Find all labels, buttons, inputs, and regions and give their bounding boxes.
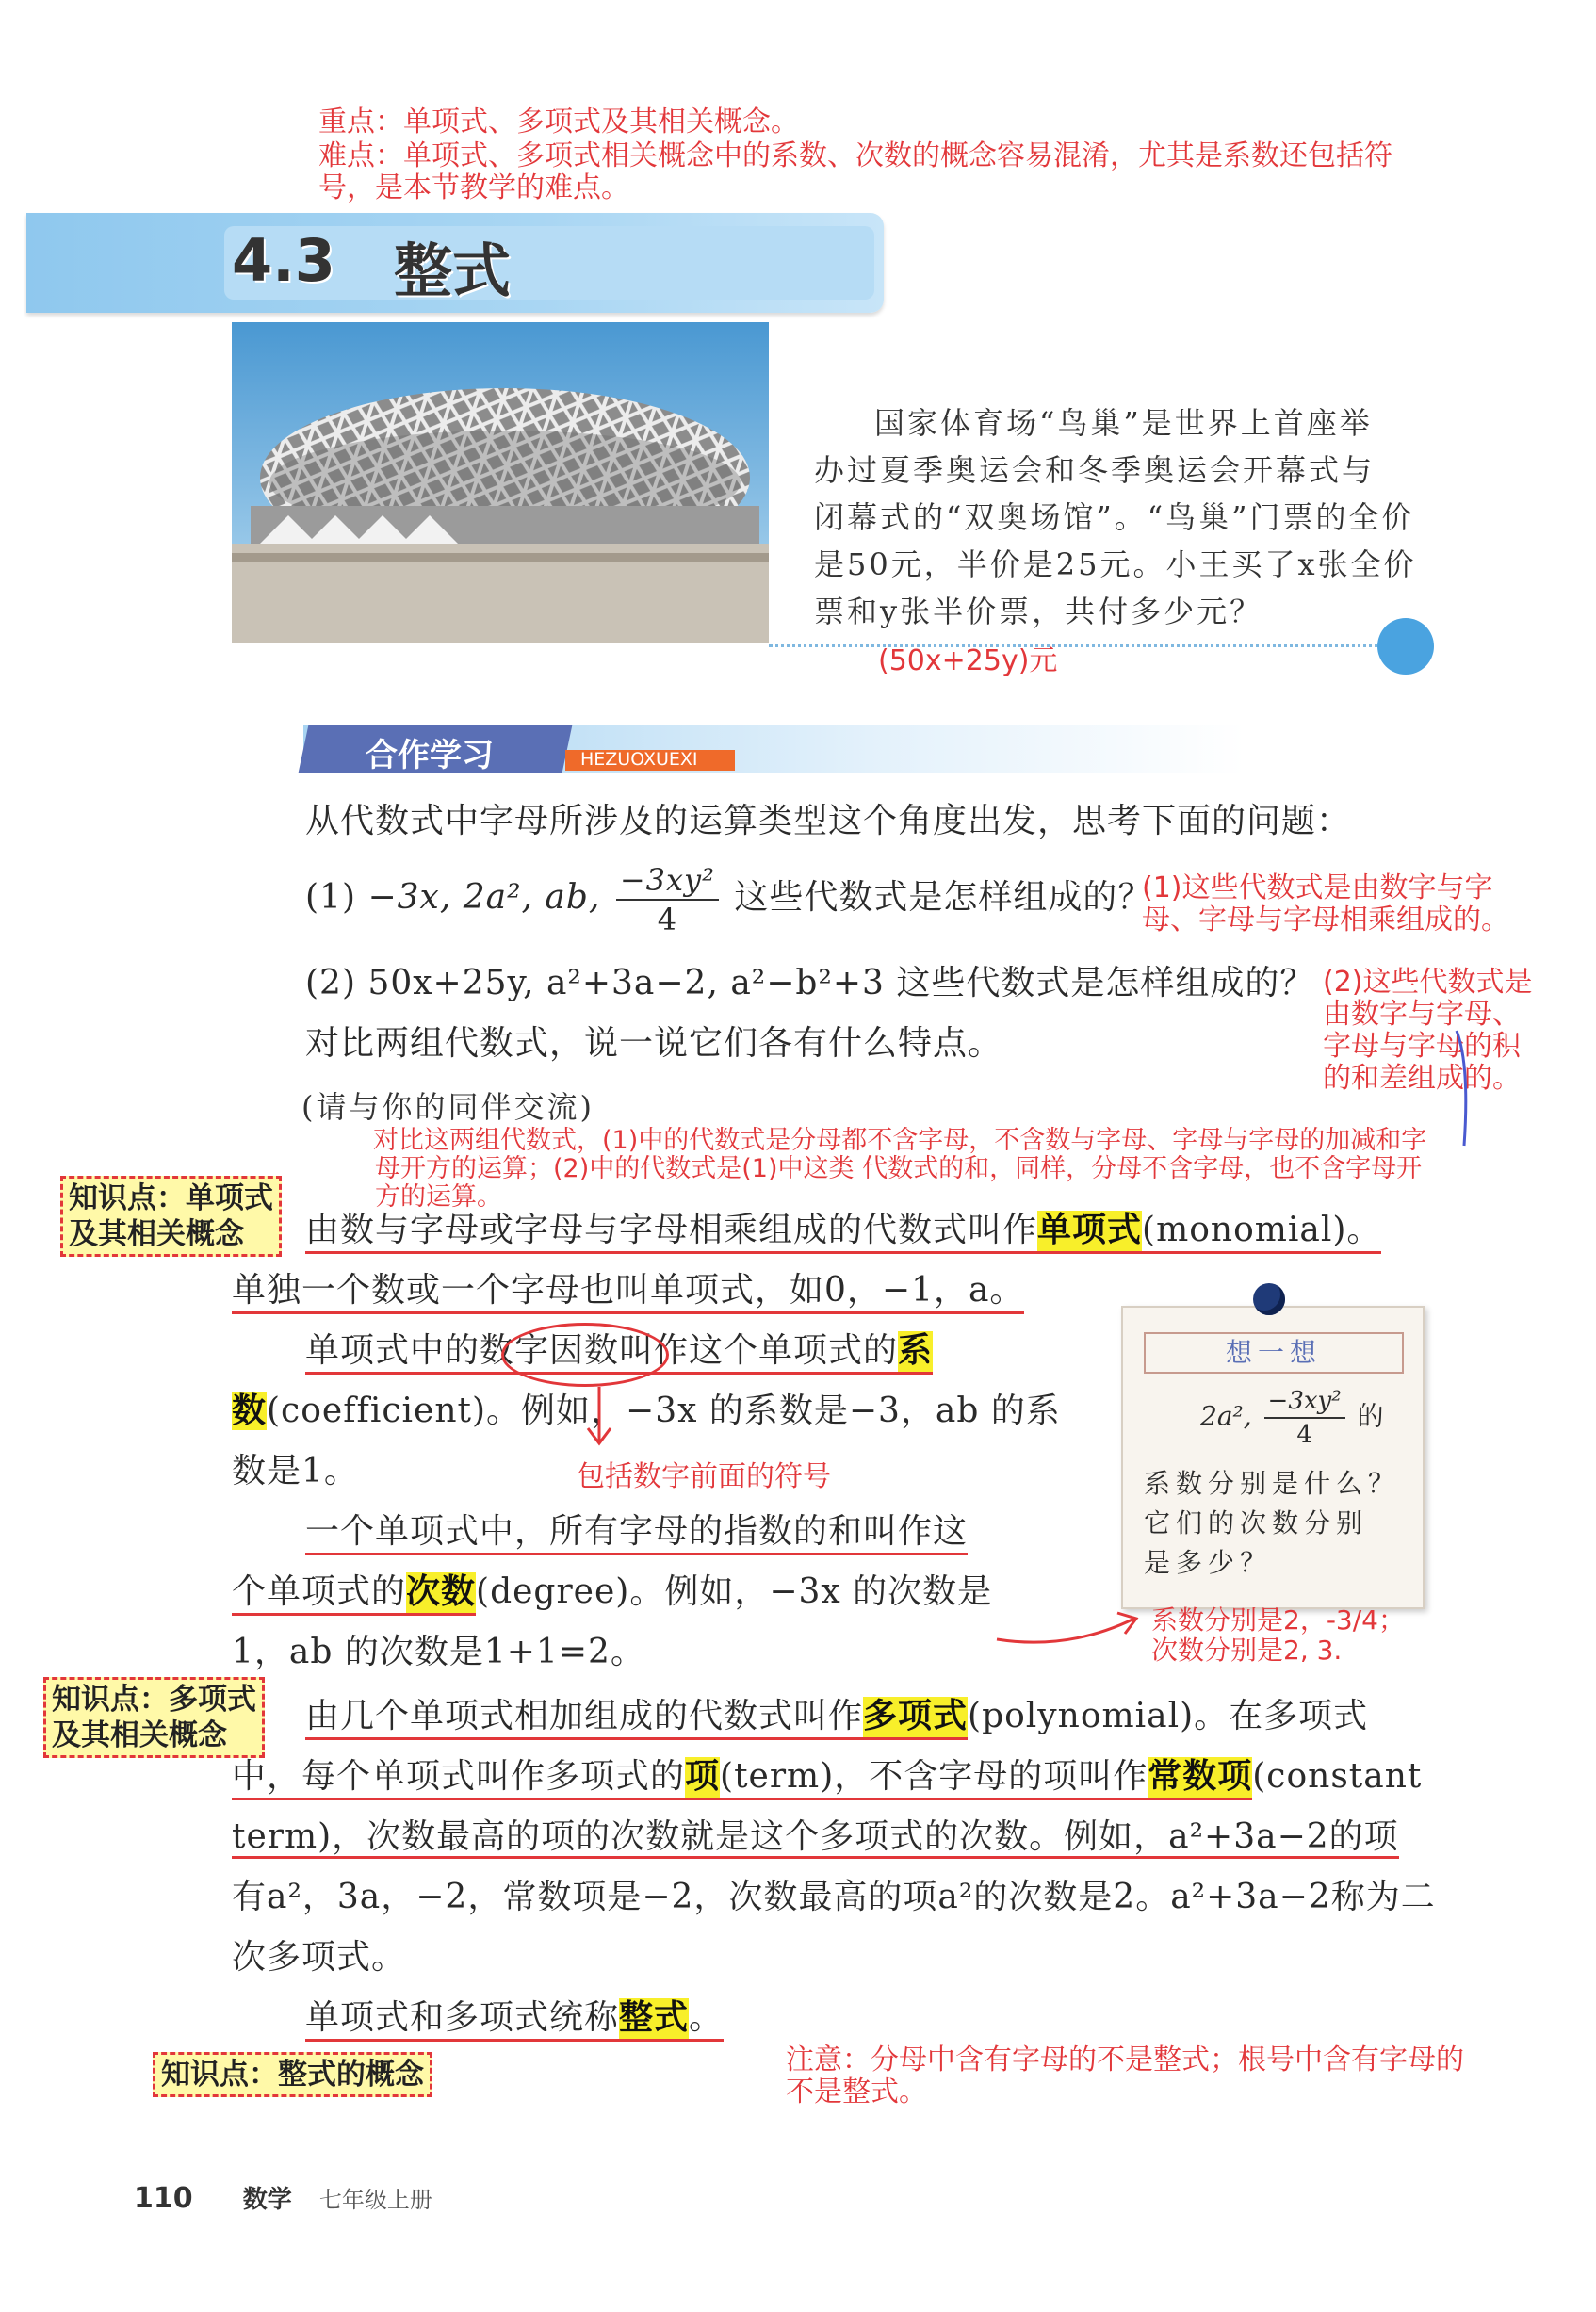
knowledge-point-integral [153, 2052, 432, 2097]
q1-exprs: −3x, 2a², ab, [367, 878, 601, 917]
think-fraction [1264, 1389, 1345, 1447]
intro-line: 是50元，半价是25元。小王买了x张全价 [814, 546, 1417, 582]
coefficient-post: (coefficient)。例如，−3x 的系数是−3，ab 的系 [267, 1392, 1061, 1430]
question-1 [305, 862, 1153, 937]
polynomial-line5: 次多项式。 [232, 1938, 407, 1977]
difficulty-note-line1: 难点：单项式、多项式相关概念中的系数、次数的概念容易混淆，尤其是系数还包括符 [318, 139, 1392, 172]
think-line: 是多少？ [1144, 1547, 1273, 1578]
think-fraction-num: −3xy² [1264, 1389, 1345, 1419]
integral-post: 。 [689, 1998, 724, 2042]
intro-line: 办过夏季奥运会和冬季奥运会开幕式与 [814, 452, 1376, 488]
difficulty-note-line2: 号，是本节教学的难点。 [318, 171, 629, 204]
annotation-q1-line2: 母、字母与字母相乘组成的。 [1142, 904, 1509, 936]
polynomial-l3: term)，次数最高的项的次数就是这个多项式的次数。例如，a²+3a−2的项 [232, 1817, 1399, 1859]
monomial-definition [305, 1200, 1381, 1261]
monomial-def-pre: 由数与字母或字母与字母相乘组成的代数式叫作 [305, 1211, 1037, 1254]
annotation-q1 [1142, 872, 1509, 936]
integral-term: 整式 [619, 1998, 689, 2042]
annotation-q2-line3: 字母与字母的积 [1323, 1030, 1521, 1063]
think-expr-a: 2a², [1200, 1400, 1252, 1432]
think-fraction-den: 4 [1296, 1421, 1312, 1449]
annotation-q2-line2: 由数字与字母、 [1323, 998, 1521, 1031]
think-expr [1200, 1389, 1384, 1447]
polynomial-line3 [232, 1807, 1399, 1867]
think-answer-line1: 系数分别是2，-3/4； [1151, 1604, 1405, 1636]
polynomial-def-post: (polynomial)。在多项式 [968, 1697, 1369, 1735]
compare-prompt: 对比两组代数式，说一说它们各有什么特点。 [305, 1024, 1003, 1063]
annotation-bracket [1451, 1027, 1489, 1149]
sign-arrow [580, 1385, 622, 1451]
coefficient-line2 [232, 1381, 1061, 1441]
attention-note [786, 2044, 1464, 2108]
q1-fraction-num: −3xy² [616, 865, 719, 901]
annotation-q2-line1: (2)这些代数式是 [1323, 966, 1533, 999]
exchange-prompt: (请与你的同伴交流) [301, 1089, 594, 1125]
footer-subject: 数学 [242, 2186, 292, 2214]
polynomial-term: 多项式 [863, 1697, 968, 1740]
think-arrow [993, 1602, 1144, 1658]
q1-prefix: (1) [305, 878, 356, 917]
monomial-def-post: (monomial)。 [1142, 1211, 1381, 1254]
intro-paragraph [814, 399, 1417, 635]
kp1-line1: 知识点：单项式 [69, 1181, 273, 1215]
think-expr-post: 的 [1357, 1400, 1384, 1432]
think-title-box [1144, 1332, 1404, 1374]
attention-line2: 不是整式。 [786, 2076, 927, 2108]
compare-annotation [373, 1127, 1426, 1212]
birds-nest-photo [232, 322, 769, 643]
degree-term: 次数 [406, 1572, 476, 1616]
q1-suffix: 这些代数式是怎样组成的？ [734, 878, 1153, 917]
q1-fraction-den: 4 [657, 902, 678, 937]
section-number: 4.3 [232, 226, 335, 295]
attention-line1: 注意：分母中含有字母的不是整式；根号中含有字母的 [786, 2043, 1464, 2076]
cooperative-pinyin: HEZUOXUEXI [580, 749, 698, 770]
key-point-note: 重点：单项式、多项式及其相关概念。 [318, 106, 799, 138]
coefficient-term-a: 系 [898, 1331, 933, 1375]
polynomial-line2 [232, 1747, 1422, 1807]
integral-definition [305, 1988, 724, 2048]
section-title: 整式 [394, 236, 512, 305]
dotted-divider [769, 644, 1391, 647]
footer [134, 2180, 432, 2215]
polynomial-l2-post: (constant [1252, 1757, 1423, 1796]
kp3-text: 知识点：整式的概念 [161, 2058, 424, 2092]
annotation-q2-line4: 的和差组成的。 [1323, 1062, 1521, 1095]
question-2: (2) 50x+25y, a²+3a−2, a²−b²+3 这些代数式是怎样组成的？ [305, 964, 1315, 1002]
degree-line1 [305, 1502, 968, 1562]
constant-term: 常数项 [1148, 1757, 1252, 1800]
annotation-q2 [1323, 967, 1533, 1095]
polynomial-line1 [305, 1686, 1368, 1747]
think-answer [1151, 1605, 1405, 1666]
polynomial-l2-mid: (term)，不含字母的项叫作 [720, 1757, 1148, 1800]
intro-line: 国家体育场“鸟巢”是世界上首座举 [874, 405, 1373, 441]
footer-grade: 七年级上册 [318, 2187, 432, 2213]
intro-answer: (50x+25y)元 [878, 644, 1058, 677]
polynomial-def-pre: 由几个单项式相加组成的代数式叫作 [305, 1697, 863, 1740]
polynomial-line4: 有a²，3a，−2，常数项是−2，次数最高的项a²的次数是2。a²+3a−2称为二 [232, 1878, 1436, 1916]
degree-post: (degree)。例如，−3x 的次数是 [476, 1572, 993, 1611]
coefficient-pre: 单项式中的数字因数叫作这个单项式的 [305, 1331, 898, 1375]
coefficient-circle [501, 1323, 669, 1387]
monomial-single: 单独一个数或一个字母也叫单项式，如0，−1，a。 [232, 1271, 1024, 1314]
integral-pre: 单项式和多项式统称 [305, 1998, 619, 2042]
cooperative-label: 合作学习 [366, 737, 494, 774]
think-line: 系数分别是什么？ [1144, 1468, 1401, 1499]
compare-annotation-line2: 母开方的运算；(2)中的代数式是(1)中这类 代数式的和，同样，分母不含字母，也不含字母开 [375, 1154, 1423, 1183]
annotation-q1-line1: (1)这些代数式是由数字与字 [1142, 871, 1493, 904]
kp1-line2: 及其相关概念 [69, 1217, 244, 1251]
kp2-line2: 及其相关概念 [52, 1718, 227, 1752]
degree-end: 1，ab 的次数是1+1=2。 [232, 1633, 645, 1671]
blue-dot-icon [1377, 618, 1434, 675]
questions-intro: 从代数式中字母所涉及的运算类型这个角度出发，思考下面的问题： [305, 802, 1352, 840]
coefficient-end: 数是1。 [232, 1452, 359, 1490]
cooperative-banner [303, 725, 1246, 773]
polynomial-l2-pre: 中，每个单项式叫作多项式的 [232, 1757, 685, 1800]
section-banner [26, 213, 884, 313]
degree-def-a: 一个单项式中，所有字母的指数的和叫作这 [305, 1512, 968, 1555]
compare-annotation-line1: 对比这两组代数式，(1)中的代数式是分母都不含字母，不含数与字母、字母与字母的加减和字 [373, 1126, 1427, 1155]
intro-line: 票和y张半价票，共付多少元？ [814, 594, 1263, 629]
degree-line2 [232, 1562, 992, 1622]
term-term: 项 [685, 1757, 720, 1800]
monomial-line2 [232, 1261, 1024, 1321]
kp2-line1: 知识点：多项式 [52, 1683, 256, 1717]
think-line: 它们的次数分别 [1144, 1507, 1369, 1539]
coefficient-term-b: 数 [232, 1392, 268, 1430]
compare-annotation-line3: 方的运算。 [375, 1182, 502, 1212]
monomial-term: 单项式 [1037, 1211, 1142, 1254]
sign-annotation: 包括数字前面的符号 [577, 1460, 831, 1493]
think-title: 想一想 [1225, 1337, 1322, 1368]
knowledge-point-monomial [60, 1176, 282, 1257]
q1-fraction [616, 862, 719, 937]
degree-pre: 个单项式的 [232, 1572, 406, 1616]
pushpin-icon [1253, 1283, 1285, 1315]
think-box [1121, 1306, 1425, 1609]
intro-line: 闭幕式的“双奥场馆”。“鸟巢”门票的全价 [814, 499, 1415, 535]
page-number: 110 [134, 2182, 193, 2215]
think-answer-line2: 次数分别是2, 3. [1151, 1635, 1343, 1666]
think-lines [1144, 1464, 1400, 1583]
